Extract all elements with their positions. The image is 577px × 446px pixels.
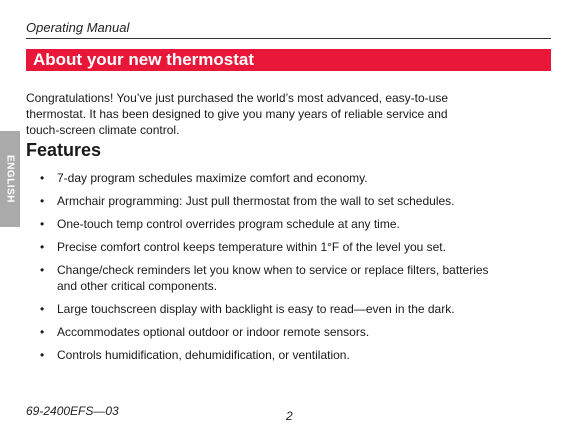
feature-item bbox=[40, 170, 510, 186]
document-code: 69-2400EFS—03 bbox=[26, 404, 119, 418]
feature-item bbox=[40, 239, 510, 255]
header-divider bbox=[26, 38, 551, 39]
bullet-icon: • bbox=[40, 263, 45, 277]
running-title: Operating Manual bbox=[26, 20, 130, 35]
language-tab-label: ENGLISH bbox=[4, 155, 16, 203]
feature-item bbox=[40, 324, 510, 340]
bullet-icon: • bbox=[40, 217, 45, 231]
bullet-icon: • bbox=[40, 194, 45, 208]
bullet-icon: • bbox=[40, 171, 45, 185]
section-title-banner: About your new thermostat bbox=[26, 49, 551, 71]
feature-list bbox=[40, 170, 510, 370]
feature-text: Change/check reminders let you know when to service or replace filters, batteries and other critical components. bbox=[57, 263, 489, 293]
feature-text: Armchair programming: Just pull thermostat from the wall to set schedules. bbox=[57, 194, 455, 208]
feature-text: Controls humidification, dehumidification, or ventilation. bbox=[57, 348, 350, 362]
language-tab bbox=[0, 131, 20, 227]
bullet-icon: • bbox=[40, 348, 45, 362]
bullet-icon: • bbox=[40, 240, 45, 254]
feature-item bbox=[40, 301, 510, 317]
feature-text: Large touchscreen display with backlight is easy to read—even in the dark. bbox=[57, 302, 455, 316]
intro-paragraph: Congratulations! You’ve just purchased the world’s most advanced, easy-to-use thermostat. It has been designed to give you many years of reliable service and touch-screen climate control. bbox=[26, 91, 449, 137]
feature-item bbox=[40, 216, 510, 232]
feature-text: Accommodates optional outdoor or indoor remote sensors. bbox=[57, 325, 370, 339]
bullet-icon: • bbox=[40, 302, 45, 316]
feature-item bbox=[40, 262, 510, 294]
feature-text: 7-day program schedules maximize comfort and economy. bbox=[57, 171, 368, 185]
page-number: 2 bbox=[286, 409, 293, 423]
feature-text: Precise comfort control keeps temperature within 1°F of the level you set. bbox=[57, 240, 446, 254]
feature-item bbox=[40, 347, 510, 363]
feature-text: One-touch temp control overrides program schedule at any time. bbox=[57, 217, 400, 231]
bullet-icon: • bbox=[40, 325, 45, 339]
features-heading: Features bbox=[26, 140, 102, 160]
feature-item bbox=[40, 193, 510, 209]
